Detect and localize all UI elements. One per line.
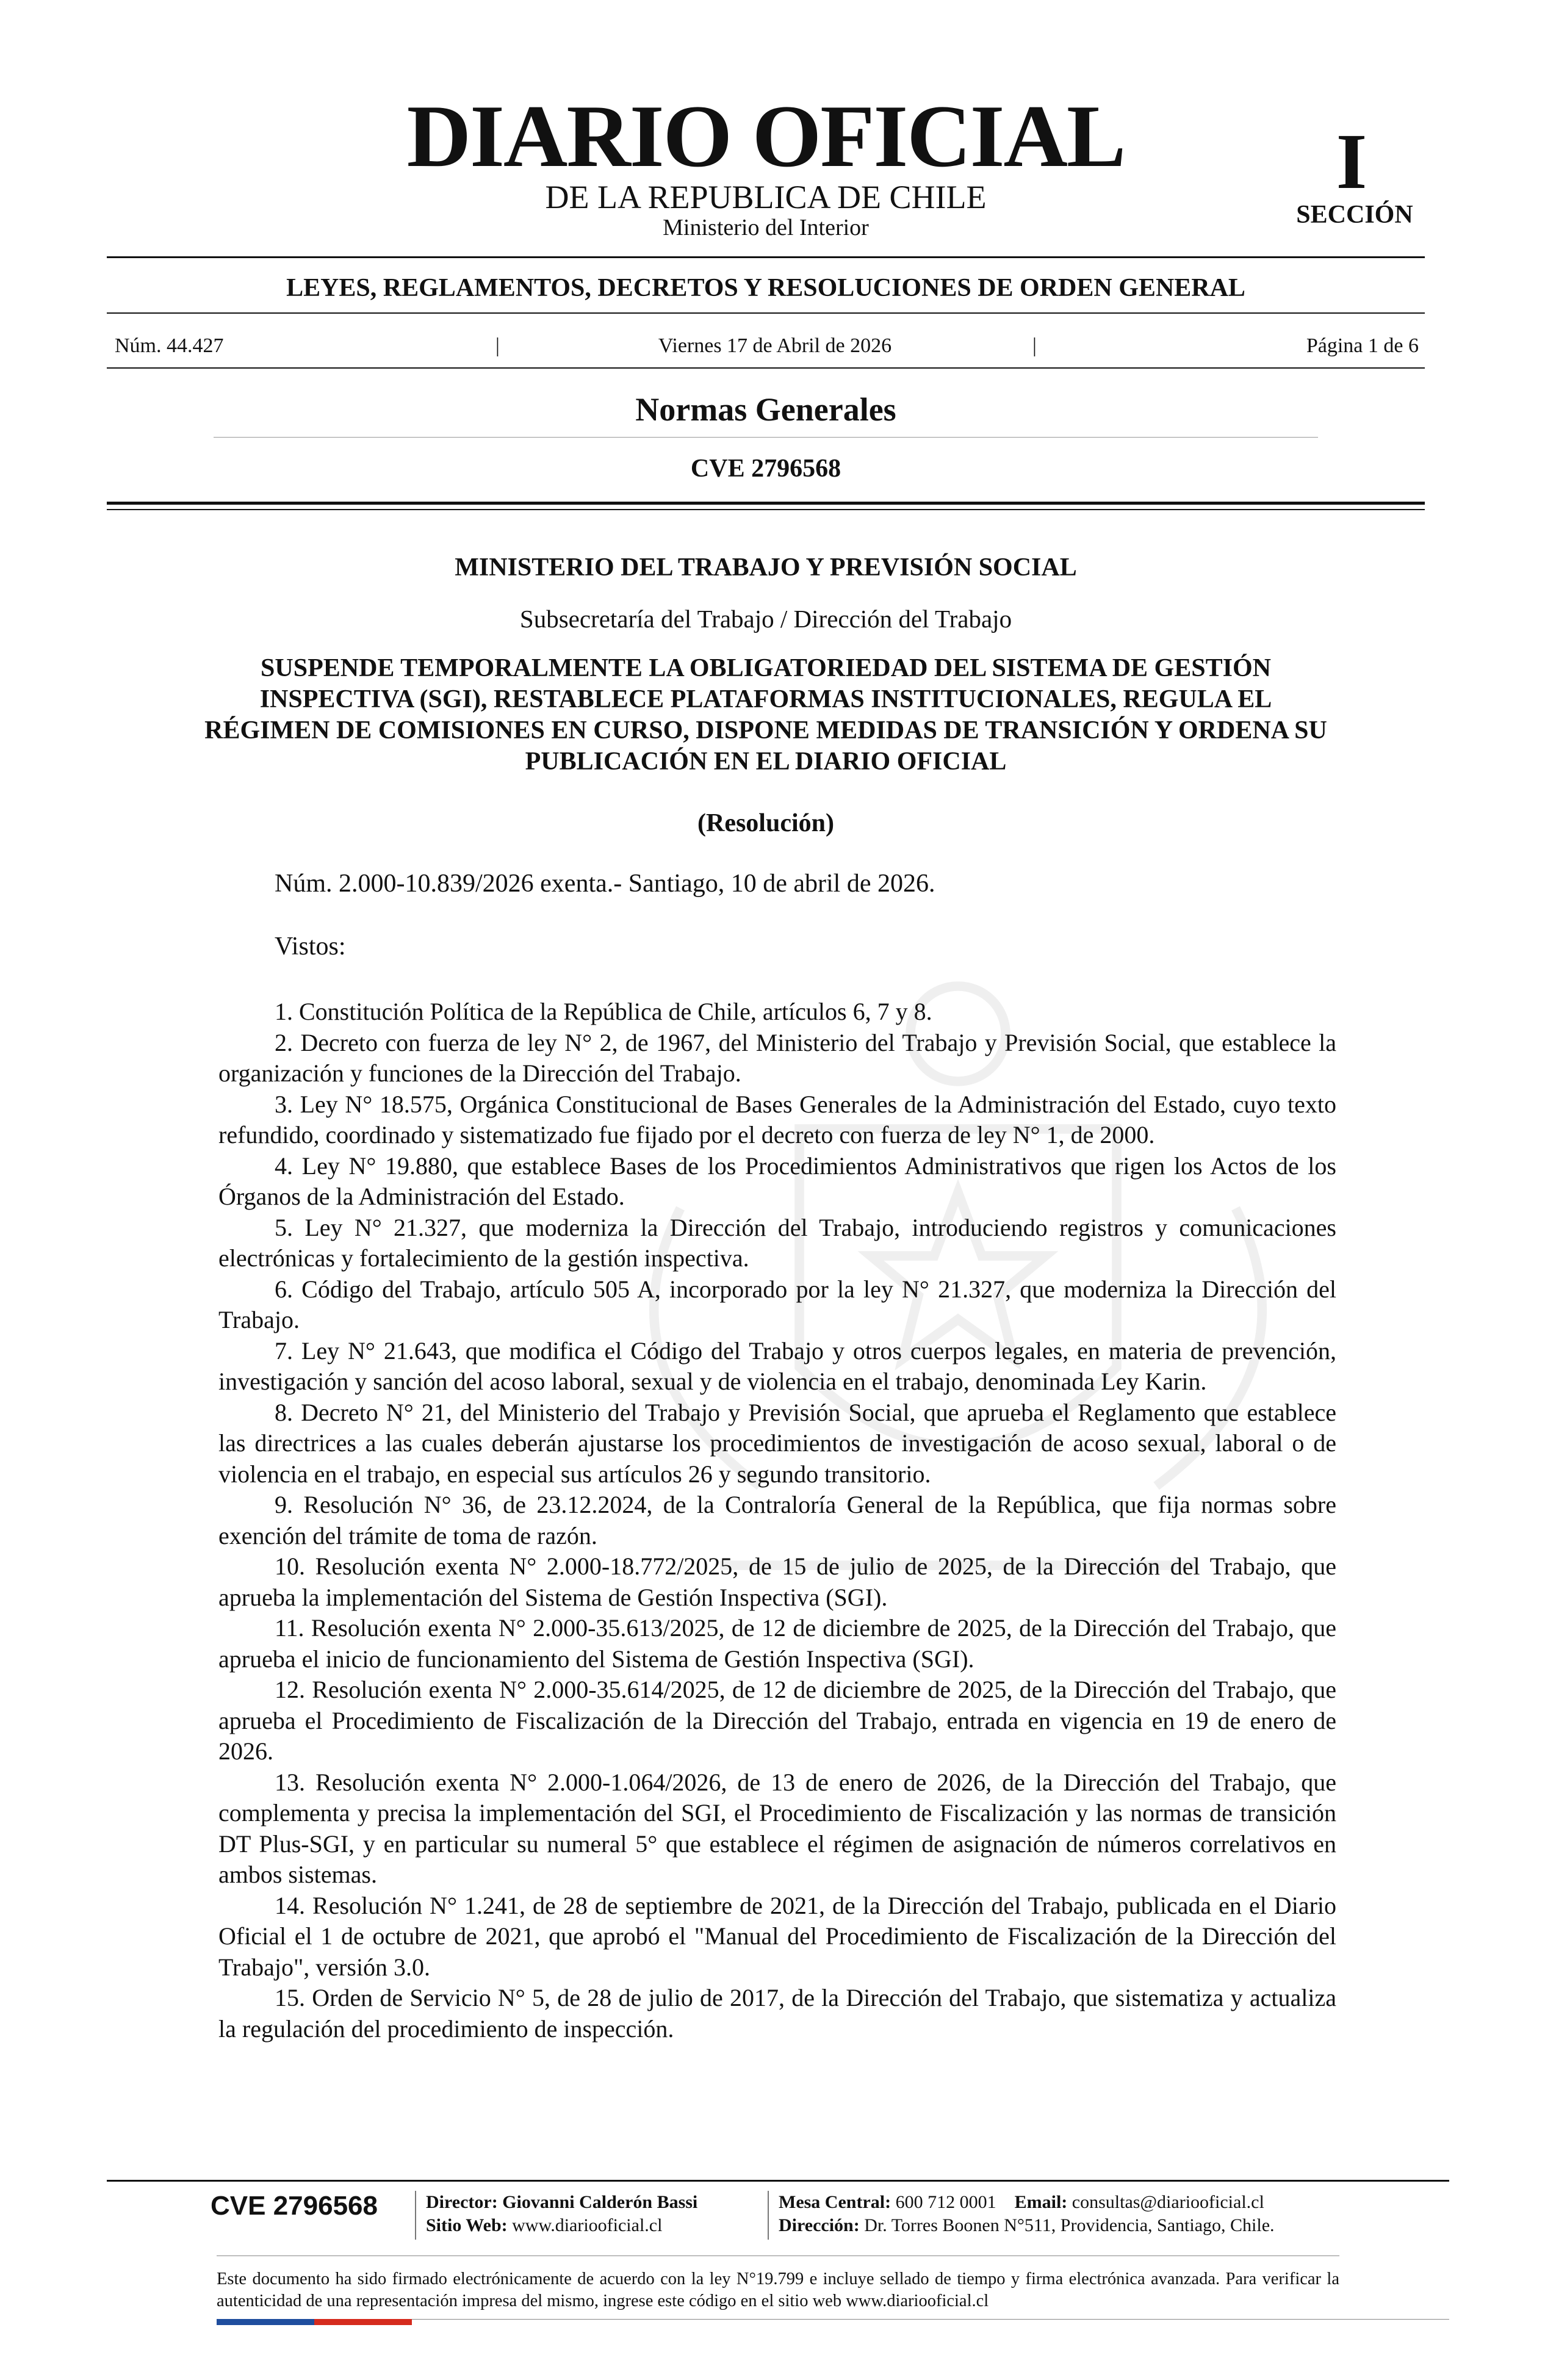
web-label: Sitio Web: [426,2215,508,2235]
list-item: 10. Resolución exenta N° 2.000-18.772/2025, de 15 de julio de 2025, de la Dirección del Trabajo, que aprueba la implementación del Sistema de Gestión Inspectiva (SGI). [218,1552,1336,1611]
footer-director-block [426,2191,697,2237]
bar-rule [107,367,1425,369]
list-item: 2. Decreto con fuerza de ley N° 2, de 1967, del Ministerio del Trabajo y Previsión Social, que establece la organización y funciones de la Dirección del Trabajo. [218,1028,1336,1087]
list-item: 7. Ley N° 21.643, que modifica el Código del Trabajo y otros cuerpos legales, en materia de prevención, investigación y sanción del acoso laboral, sexual y de violencia en el trabajo, denominada Ley Karin. [218,1336,1336,1395]
footer-separator [415,2191,416,2240]
section-title: Normas Generales [635,391,896,428]
list-item: 8. Decreto N° 21, del Ministerio del Trabajo y Previsión Social, que aprueba el Reglamento que establece las directrices a las cuales deberán ajustarse los procedimientos de investigación de acoso sexual, laboral o de violencia en el trabajo, en especial sus artículos 26 y segundo transitorio. [218,1398,1336,1488]
issue-number: Núm. 44.427 [115,334,224,357]
director-label: Director: [426,2192,498,2212]
bar-separator: | [1032,334,1037,357]
section-label: SECCIÓN [1296,201,1413,229]
footer-top-rule [107,2180,1449,2182]
list-item: 11. Resolución exenta N° 2.000-35.613/2025, de 12 de diciembre de 2025, de la Dirección del Trabajo, que aprueba el inicio de funcionamiento del Sistema de Gestión Inspectiva (SGI). [218,1614,1336,1673]
resolution-number: Núm. 2.000-10.839/2026 exenta.- Santiago, 10 de abril de 2026. [275,870,935,898]
footer-contact-block [779,2191,1275,2237]
email-label: Email: [1014,2192,1068,2212]
subsecretaria: Subsecretaría del Trabajo / Dirección del Trabajo [519,605,1012,633]
section-number: I [1336,118,1367,206]
document-type: (Resolución) [697,809,834,837]
bar-separator: | [495,334,500,357]
cve-rule-thin [107,509,1425,510]
phone-value: 600 712 0001 [895,2192,996,2212]
list-item: 13. Resolución exenta N° 2.000-1.064/2026, de 13 de enero de 2026, de la Dirección del Trabajo, que complementa y precisa la implementación del SGI, el Procedimiento de Fiscalización y las normas de transición DT Plus-SGI, y en particular su numeral 5° que establece el régimen de asignación de números correlativos en ambos sistemas. [218,1768,1336,1888]
list-item: 9. Resolución N° 36, de 23.12.2024, de la Contraloría General de la República, que fija normas sobre exención del trámite de toma de razón. [218,1491,1336,1549]
list-item: 14. Resolución N° 1.241, de 28 de septiembre de 2021, de la Dirección del Trabajo, publicada en el Diario Oficial el 1 de octubre de 2021, que aprobó el "Manual del Procedimiento de Fiscalización de la Dirección del Trabajo", versión 3.0. [218,1891,1336,1981]
list-item: 1. Constitución Política de la República de Chile, artículos 6, 7 y 8. [275,998,932,1025]
masthead-title: DIARIO OFICIAL [406,87,1125,186]
footer-separator [768,2191,769,2240]
list-item: 3. Ley N° 18.575, Orgánica Constitucional de Bases Generales de la Administración del Estado, cuyo texto refundido, coordinado y sistematizado fue fijado por el decreto con fuerza de ley N° 1, de 2000. [218,1090,1336,1149]
ministry-heading: MINISTERIO DEL TRABAJO Y PREVISIÓN SOCIAL [455,554,1077,582]
section-title-rule [214,437,1318,438]
cve-code: CVE 2796568 [690,455,841,483]
list-item: 6. Código del Trabajo, artículo 505 A, incorporado por la ley N° 21.327, que moderniza la Dirección del Trabajo. [218,1275,1336,1333]
web-link[interactable]: www.diariooficial.cl [512,2215,663,2235]
list-item: 5. Ley N° 21.327, que moderniza la Dirección del Trabajo, introduciendo registros y comunicaciones electrónicas y fortalecimiento de la gestión inspectiva. [218,1213,1336,1272]
address-label: Dirección: [779,2215,860,2235]
category-rule [107,312,1425,314]
list-item: 4. Ley N° 19.880, que establece Bases de los Procedimientos Administrativos que rigen los Actos de los Órganos de la Administración del Estado. [218,1152,1336,1210]
masthead-ministry: Ministerio del Interior [663,215,869,240]
list-item: 15. Orden de Servicio N° 5, de 28 de julio de 2017, de la Dirección del Trabajo, que sistematiza y actualiza la regulación del procedimiento de inspección. [218,1984,1336,2043]
vistos-label: Vistos: [275,932,346,961]
director-name: Giovanni Calderón Bassi [502,2192,698,2212]
vistos-list [218,997,1336,2044]
phone-label: Mesa Central: [779,2192,891,2212]
legal-notice: Este documento ha sido firmado electrónicamente de acuerdo con la ley N°19.799 e incluye sellado de tiempo y firma electrónica avanzada. Para verificar la autenticidad de una representación impresa del mismo, ingrese este código en el sitio web www.diariooficial.cl [217,2270,1339,2310]
issue-date: Viernes 17 de Abril de 2026 [658,334,892,357]
flag-stripe-blue [217,2319,314,2325]
page-indicator: Página 1 de 6 [1306,334,1419,357]
flag-stripe-red [314,2319,412,2325]
list-item: 12. Resolución exenta N° 2.000-35.614/2025, de 12 de diciembre de 2025, de la Dirección del Trabajo, que aprueba el Procedimiento de Fiscalización de la Dirección del Trabajo, entrada en vigencia en 19 de enero de 2026. [218,1676,1336,1765]
masthead-subtitle: DE LA REPUBLICA DE CHILE [545,179,987,215]
address-value: Dr. Torres Boonen N°511, Providencia, Santiago, Chile. [864,2215,1275,2235]
resolution-title: SUSPENDE TEMPORALMENTE LA OBLIGATORIEDAD DEL SISTEMA DE GESTIÓN INSPECTIVA (SGI), RESTABLECE PLATAFORMAS INSTITUCIONALES, REGULA EL RÉGIMEN DE COMISIONES EN CURSO, DISPONE MEDIDAS DE TRANSICIÓN Y ORDENA SU PUBLICACIÓN EN EL DIARIO OFICIAL [204,654,1327,776]
cve-rule-thick [107,502,1425,505]
footer-cve: CVE 2796568 [211,2191,378,2221]
masthead-rule [107,256,1425,258]
category-heading: LEYES, REGLAMENTOS, DECRETOS Y RESOLUCIONES DE ORDEN GENERAL [286,274,1245,302]
email-link[interactable]: consultas@diariooficial.cl [1072,2192,1264,2212]
